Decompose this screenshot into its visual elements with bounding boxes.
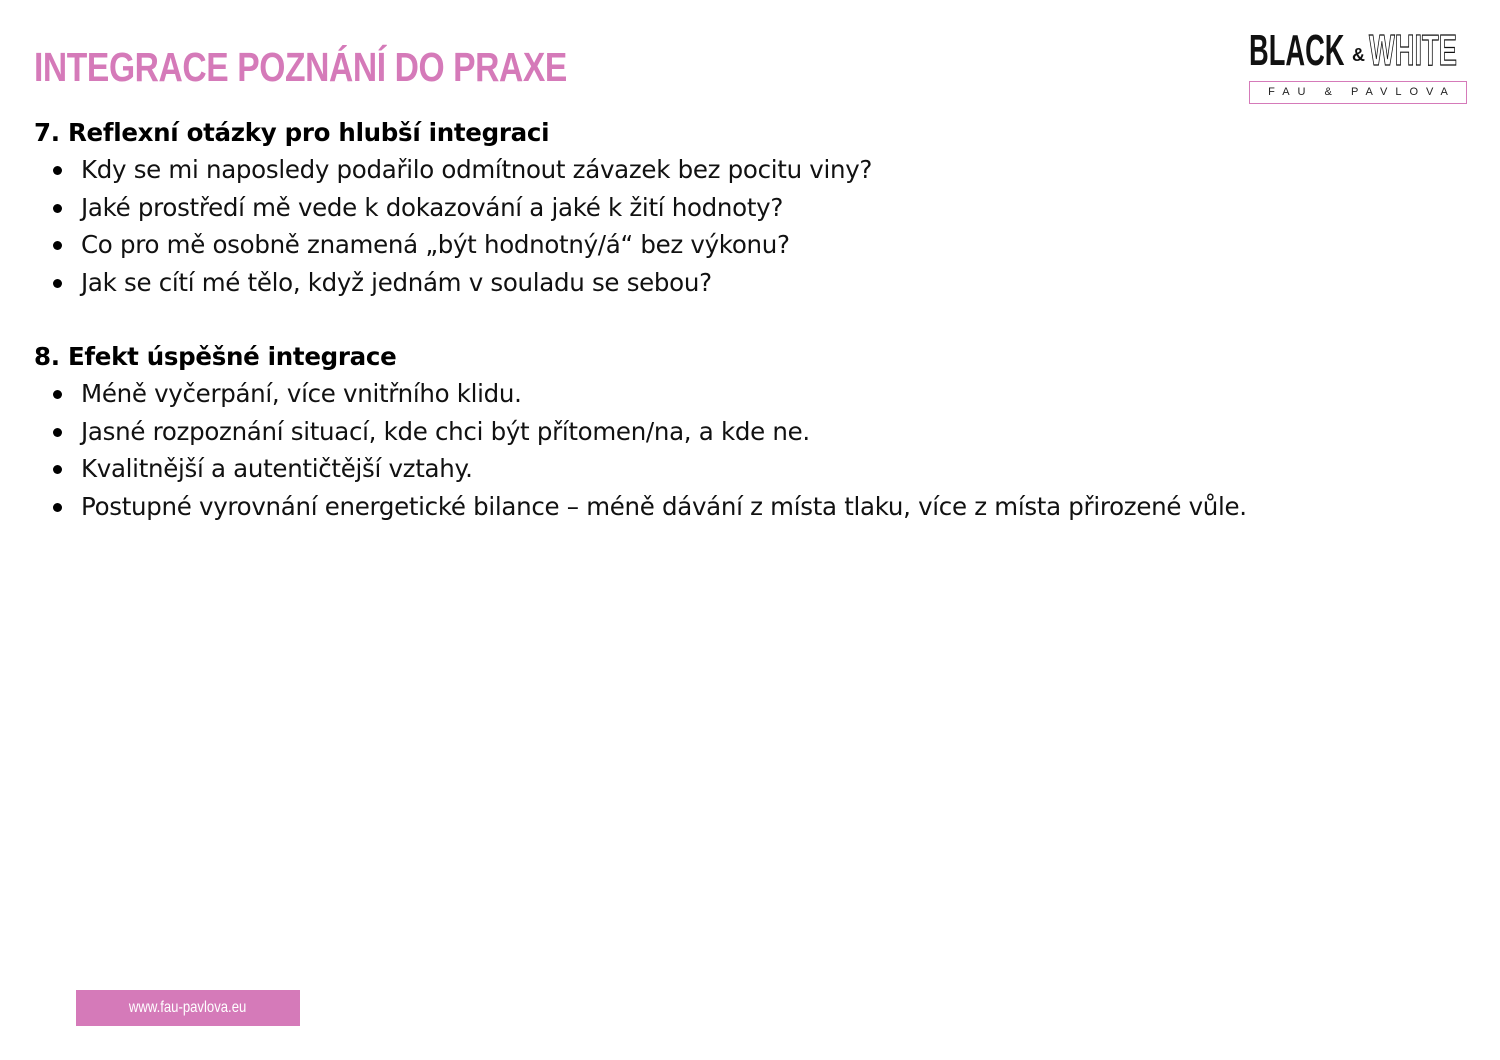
list-item-text: Jak se cítí mé tělo, když jednám v souladu se sebou? (81, 267, 712, 297)
logo-word-white: WHITE (1369, 26, 1457, 75)
list-item-text: Kvalitnější a autentičtější vztahy. (81, 454, 473, 483)
section-integration-effect (34, 338, 1247, 525)
logo-subtitle: FAU & PAVLOVA (1249, 81, 1467, 104)
list-item-text: Jaké prostředí mě vede k dokazování a jaké k žití hodnoty? (81, 192, 784, 222)
bullet-icon (53, 465, 62, 474)
list-item-text: Méně vyčerpání, více vnitřního klidu. (81, 379, 522, 408)
section-reflexive-questions (34, 114, 872, 301)
bullet-icon (53, 241, 62, 250)
bullet-icon (53, 503, 62, 512)
bullet-icon (53, 204, 62, 213)
brand-logo (1249, 28, 1469, 106)
bullet-icon (53, 390, 62, 399)
logo-ampersand: & (1352, 45, 1365, 65)
bullet-icon (53, 428, 62, 437)
website-link-text: www.fau-pavlova.eu (129, 999, 247, 1016)
list-item (34, 151, 872, 189)
section-heading: 7. Reflexní otázky pro hlubší integraci (34, 118, 550, 147)
list-item-text: Jasné rozpoznání situací, kde chci být přítomen/na, a kde ne. (81, 416, 810, 446)
list-item-text: Co pro mě osobně znamená „být hodnotný/á“ bez výkonu? (81, 230, 790, 259)
list-item-text: Postupné vyrovnání energetické bilance – méně dávání z místa tlaku, více z místa přirozené vůle. (81, 491, 1247, 521)
logo-word-black: BLACK (1249, 26, 1345, 75)
bullet-icon (53, 166, 62, 175)
list-item (34, 413, 1247, 451)
list-item (34, 375, 1247, 413)
section-heading: 8. Efekt úspěšné integrace (34, 342, 397, 371)
list-item (34, 189, 872, 227)
list-item (34, 264, 872, 302)
list-item (34, 488, 1247, 526)
bullet-list (34, 375, 1247, 525)
logo-wordmark (1249, 28, 1469, 74)
page-title: INTEGRACE POZNÁNÍ DO PRAXE (34, 44, 567, 90)
website-link[interactable] (76, 990, 300, 1026)
list-item-text: Kdy se mi naposledy podařilo odmítnout závazek bez pocitu viny? (81, 155, 873, 184)
list-item (34, 450, 1247, 488)
list-item (34, 226, 872, 264)
bullet-icon (53, 279, 62, 288)
bullet-list (34, 151, 872, 301)
